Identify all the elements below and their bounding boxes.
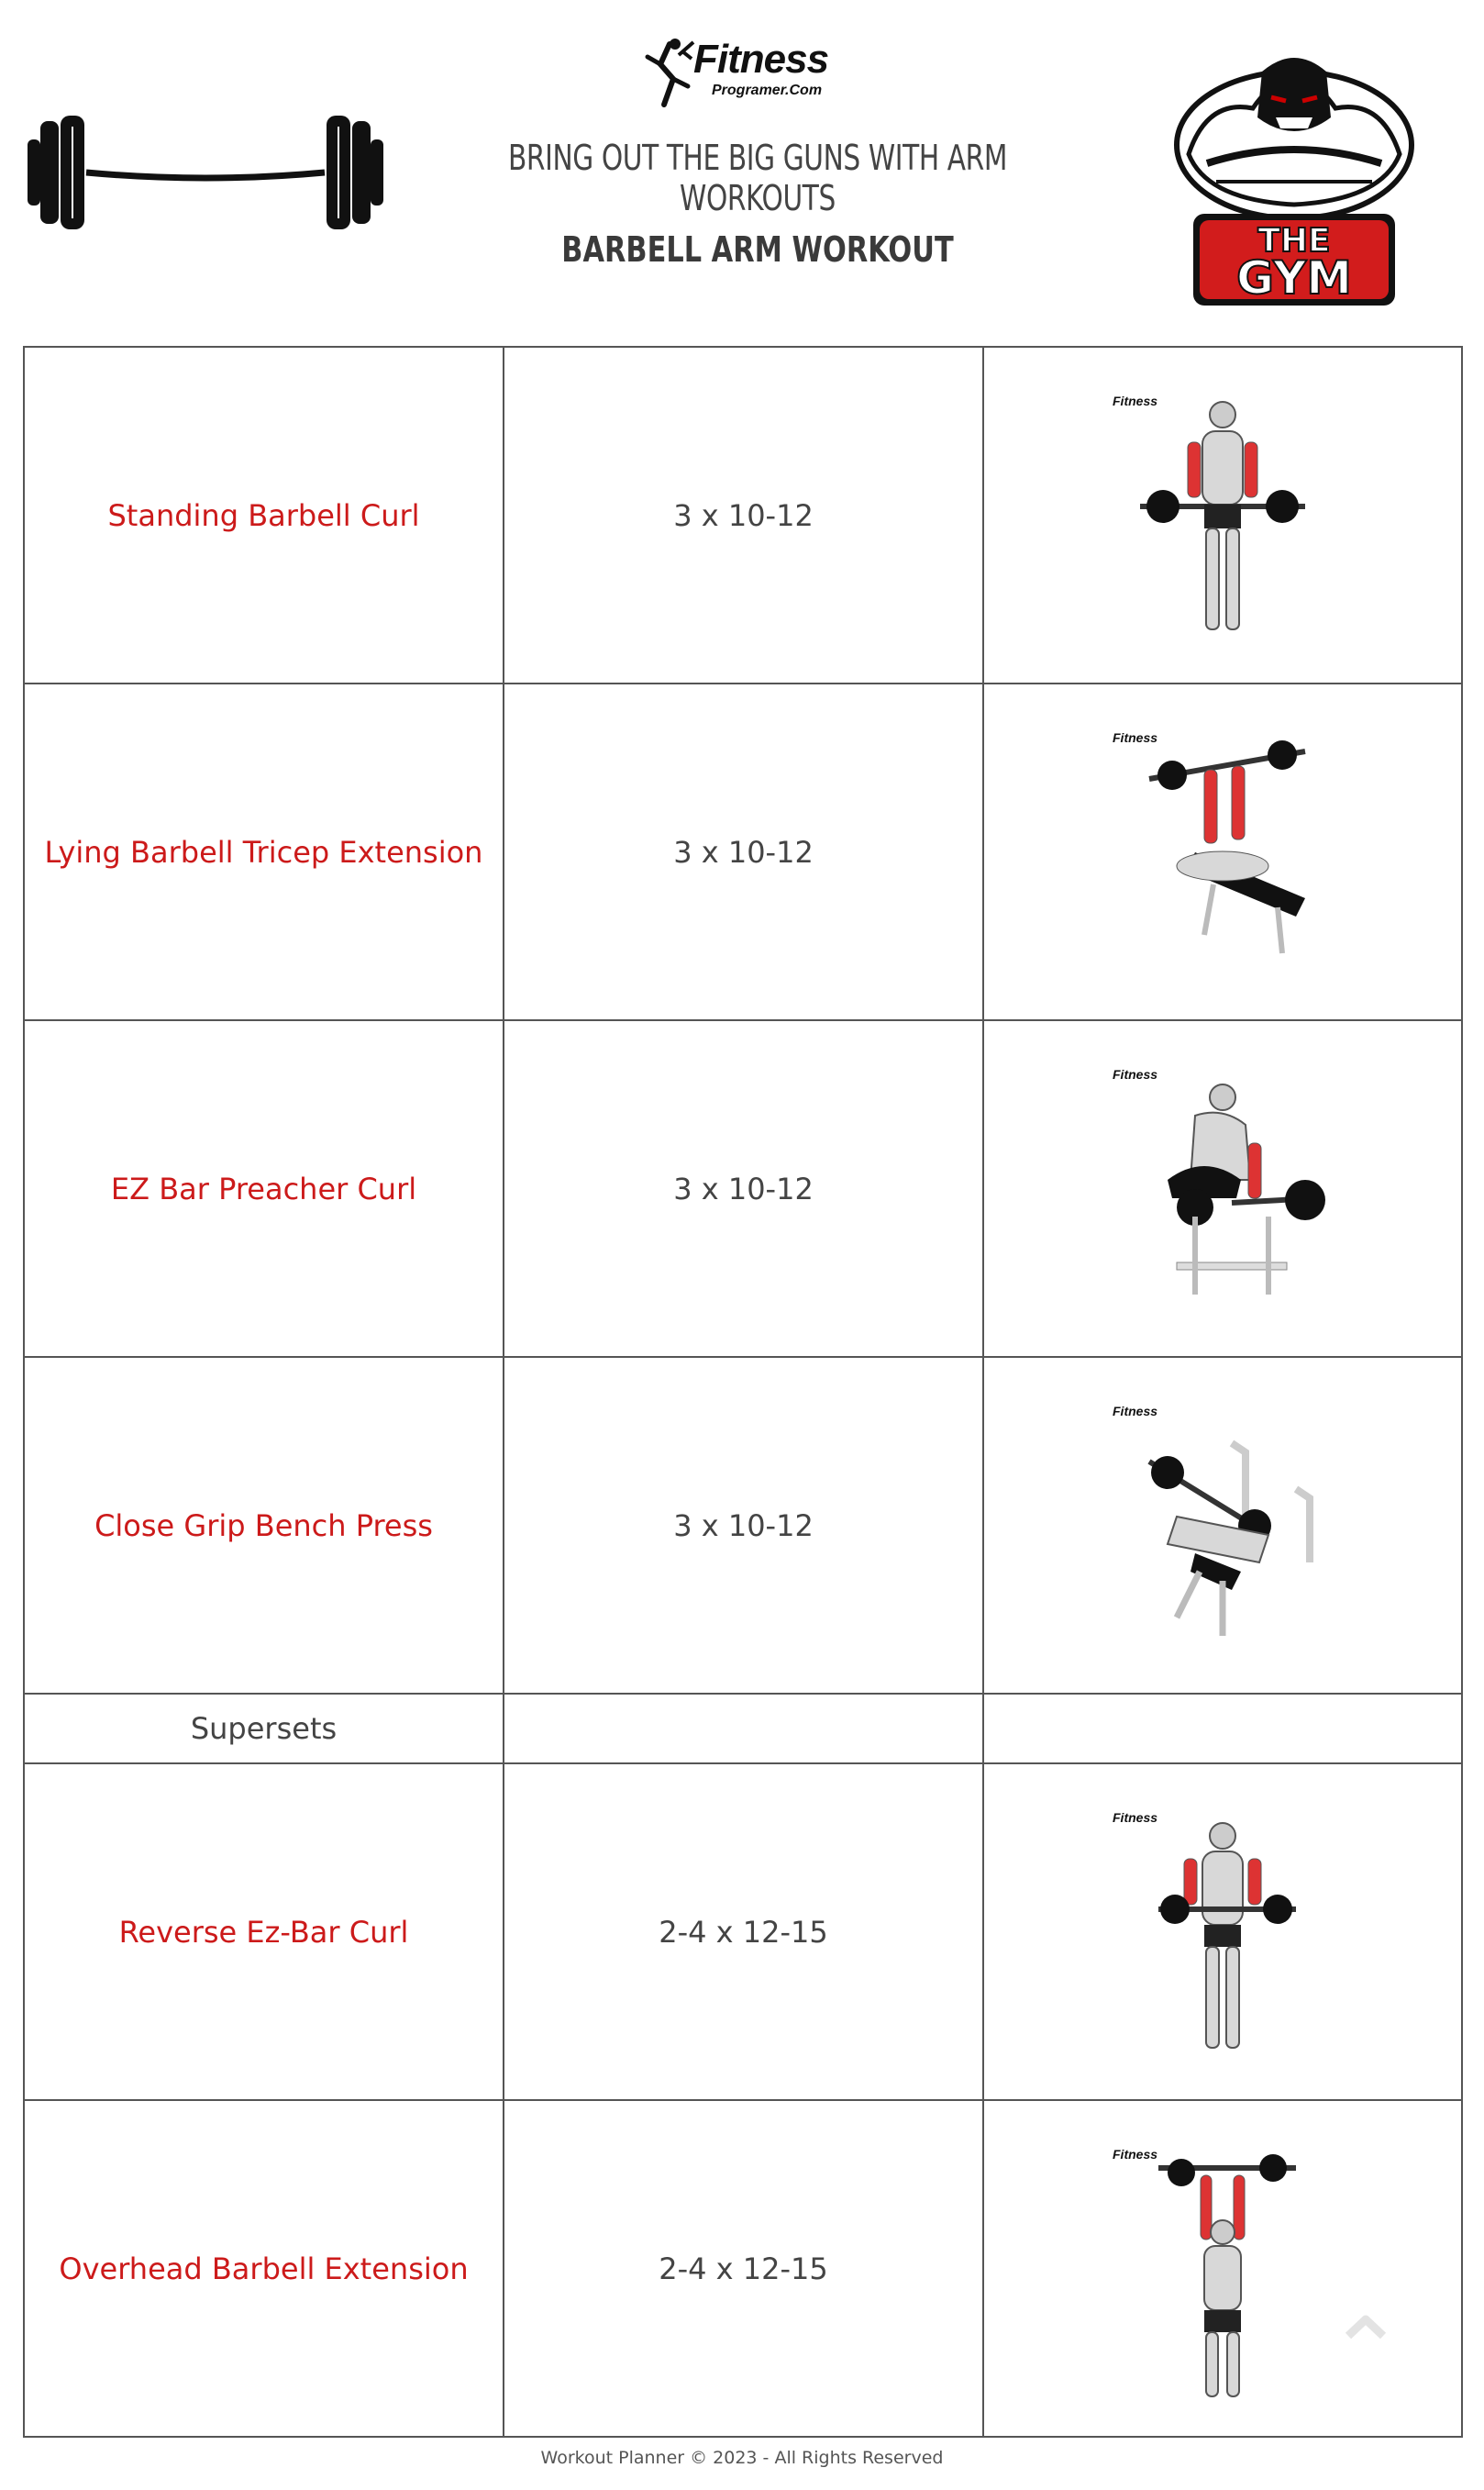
sets-reps: 3 x 10-12 [673,497,814,533]
footer-copyright: Workout Planner © 2023 - All Rights Reserved [540,2448,944,2468]
logo-text: Fitness [693,37,829,82]
exercise-name-cell [24,1763,504,2100]
page-header [0,0,1484,330]
page-title: BARBELL ARM WORKOUT [561,229,954,270]
exercise-name[interactable]: Lying Barbell Tricep Extension [44,834,483,870]
table-row [24,1357,1462,1694]
table-row [24,2100,1462,2437]
table-row [24,1020,1462,1357]
scroll-to-top-icon[interactable] [1343,2312,1389,2340]
thumb-logo: Fitness [1113,729,1158,745]
exercise-name[interactable]: Close Grip Bench Press [94,1507,433,1543]
exercise-name-cell [24,1357,504,1694]
reverse-curl-illustration [1085,1795,1360,2070]
barbell-icon [22,108,389,237]
table-row [24,684,1462,1020]
illustration-cell [983,347,1462,684]
exercise-name-cell [24,2100,504,2437]
exercise-name[interactable]: Overhead Barbell Extension [59,2251,469,2286]
exercise-name-cell [24,1020,504,1357]
badge-gym: GYM [1236,251,1352,305]
thumb-logo: Fitness [1113,1809,1158,1825]
site-logo[interactable] [642,37,880,110]
supersets-label: Supersets [190,1711,338,1746]
logo-subtext: Programer.Com [712,83,823,98]
sets-reps: 2-4 x 12-15 [659,2251,828,2286]
table-row [24,1763,1462,2100]
illustration-cell [983,2100,1462,2437]
preacher-curl-illustration [1085,1051,1360,1327]
badge-the: THE [1257,222,1331,260]
workout-table [23,346,1463,2438]
exercise-name[interactable]: Reverse Ez-Bar Curl [118,1914,409,1950]
overhead-extension-illustration [1085,2131,1360,2407]
exercise-name-cell [24,347,504,684]
thumb-logo: Fitness [1113,1066,1158,1082]
bench-press-illustration [1085,1388,1360,1663]
illustration-cell [983,1020,1462,1357]
sets-cell [504,347,983,684]
supersets-cell [24,1694,504,1763]
sets-reps: 3 x 10-12 [673,1171,814,1206]
sets-cell [504,684,983,1020]
supersets-row [24,1694,1462,1763]
exercise-name-cell [24,684,504,1020]
sets-cell [504,2100,983,2437]
sets-reps: 3 x 10-12 [673,834,814,870]
thumb-logo: Fitness [1113,1403,1158,1418]
sets-reps: 3 x 10-12 [673,1507,814,1543]
exercise-name[interactable]: EZ Bar Preacher Curl [110,1171,417,1206]
illustration-cell [983,1357,1462,1694]
exercise-name[interactable]: Standing Barbell Curl [107,497,420,533]
lying-extension-illustration [1085,715,1360,990]
standing-curl-illustration [1085,378,1360,653]
thumb-logo: Fitness [1113,2146,1158,2162]
tagline: BRING OUT THE BIG GUNS WITH ARM WORKOUTS [507,138,1008,218]
runner-icon [642,37,697,110]
gorilla-gym-logo [1170,44,1418,319]
sets-cell [504,1763,983,2100]
sets-cell [504,1020,983,1357]
table-row [24,347,1462,684]
illustration-cell [983,1763,1462,2100]
sets-cell [504,1357,983,1694]
illustration-cell [983,684,1462,1020]
thumb-logo: Fitness [1113,393,1158,408]
sets-reps: 2-4 x 12-15 [659,1914,828,1950]
empty-cell [983,1694,1462,1763]
empty-cell [504,1694,983,1763]
